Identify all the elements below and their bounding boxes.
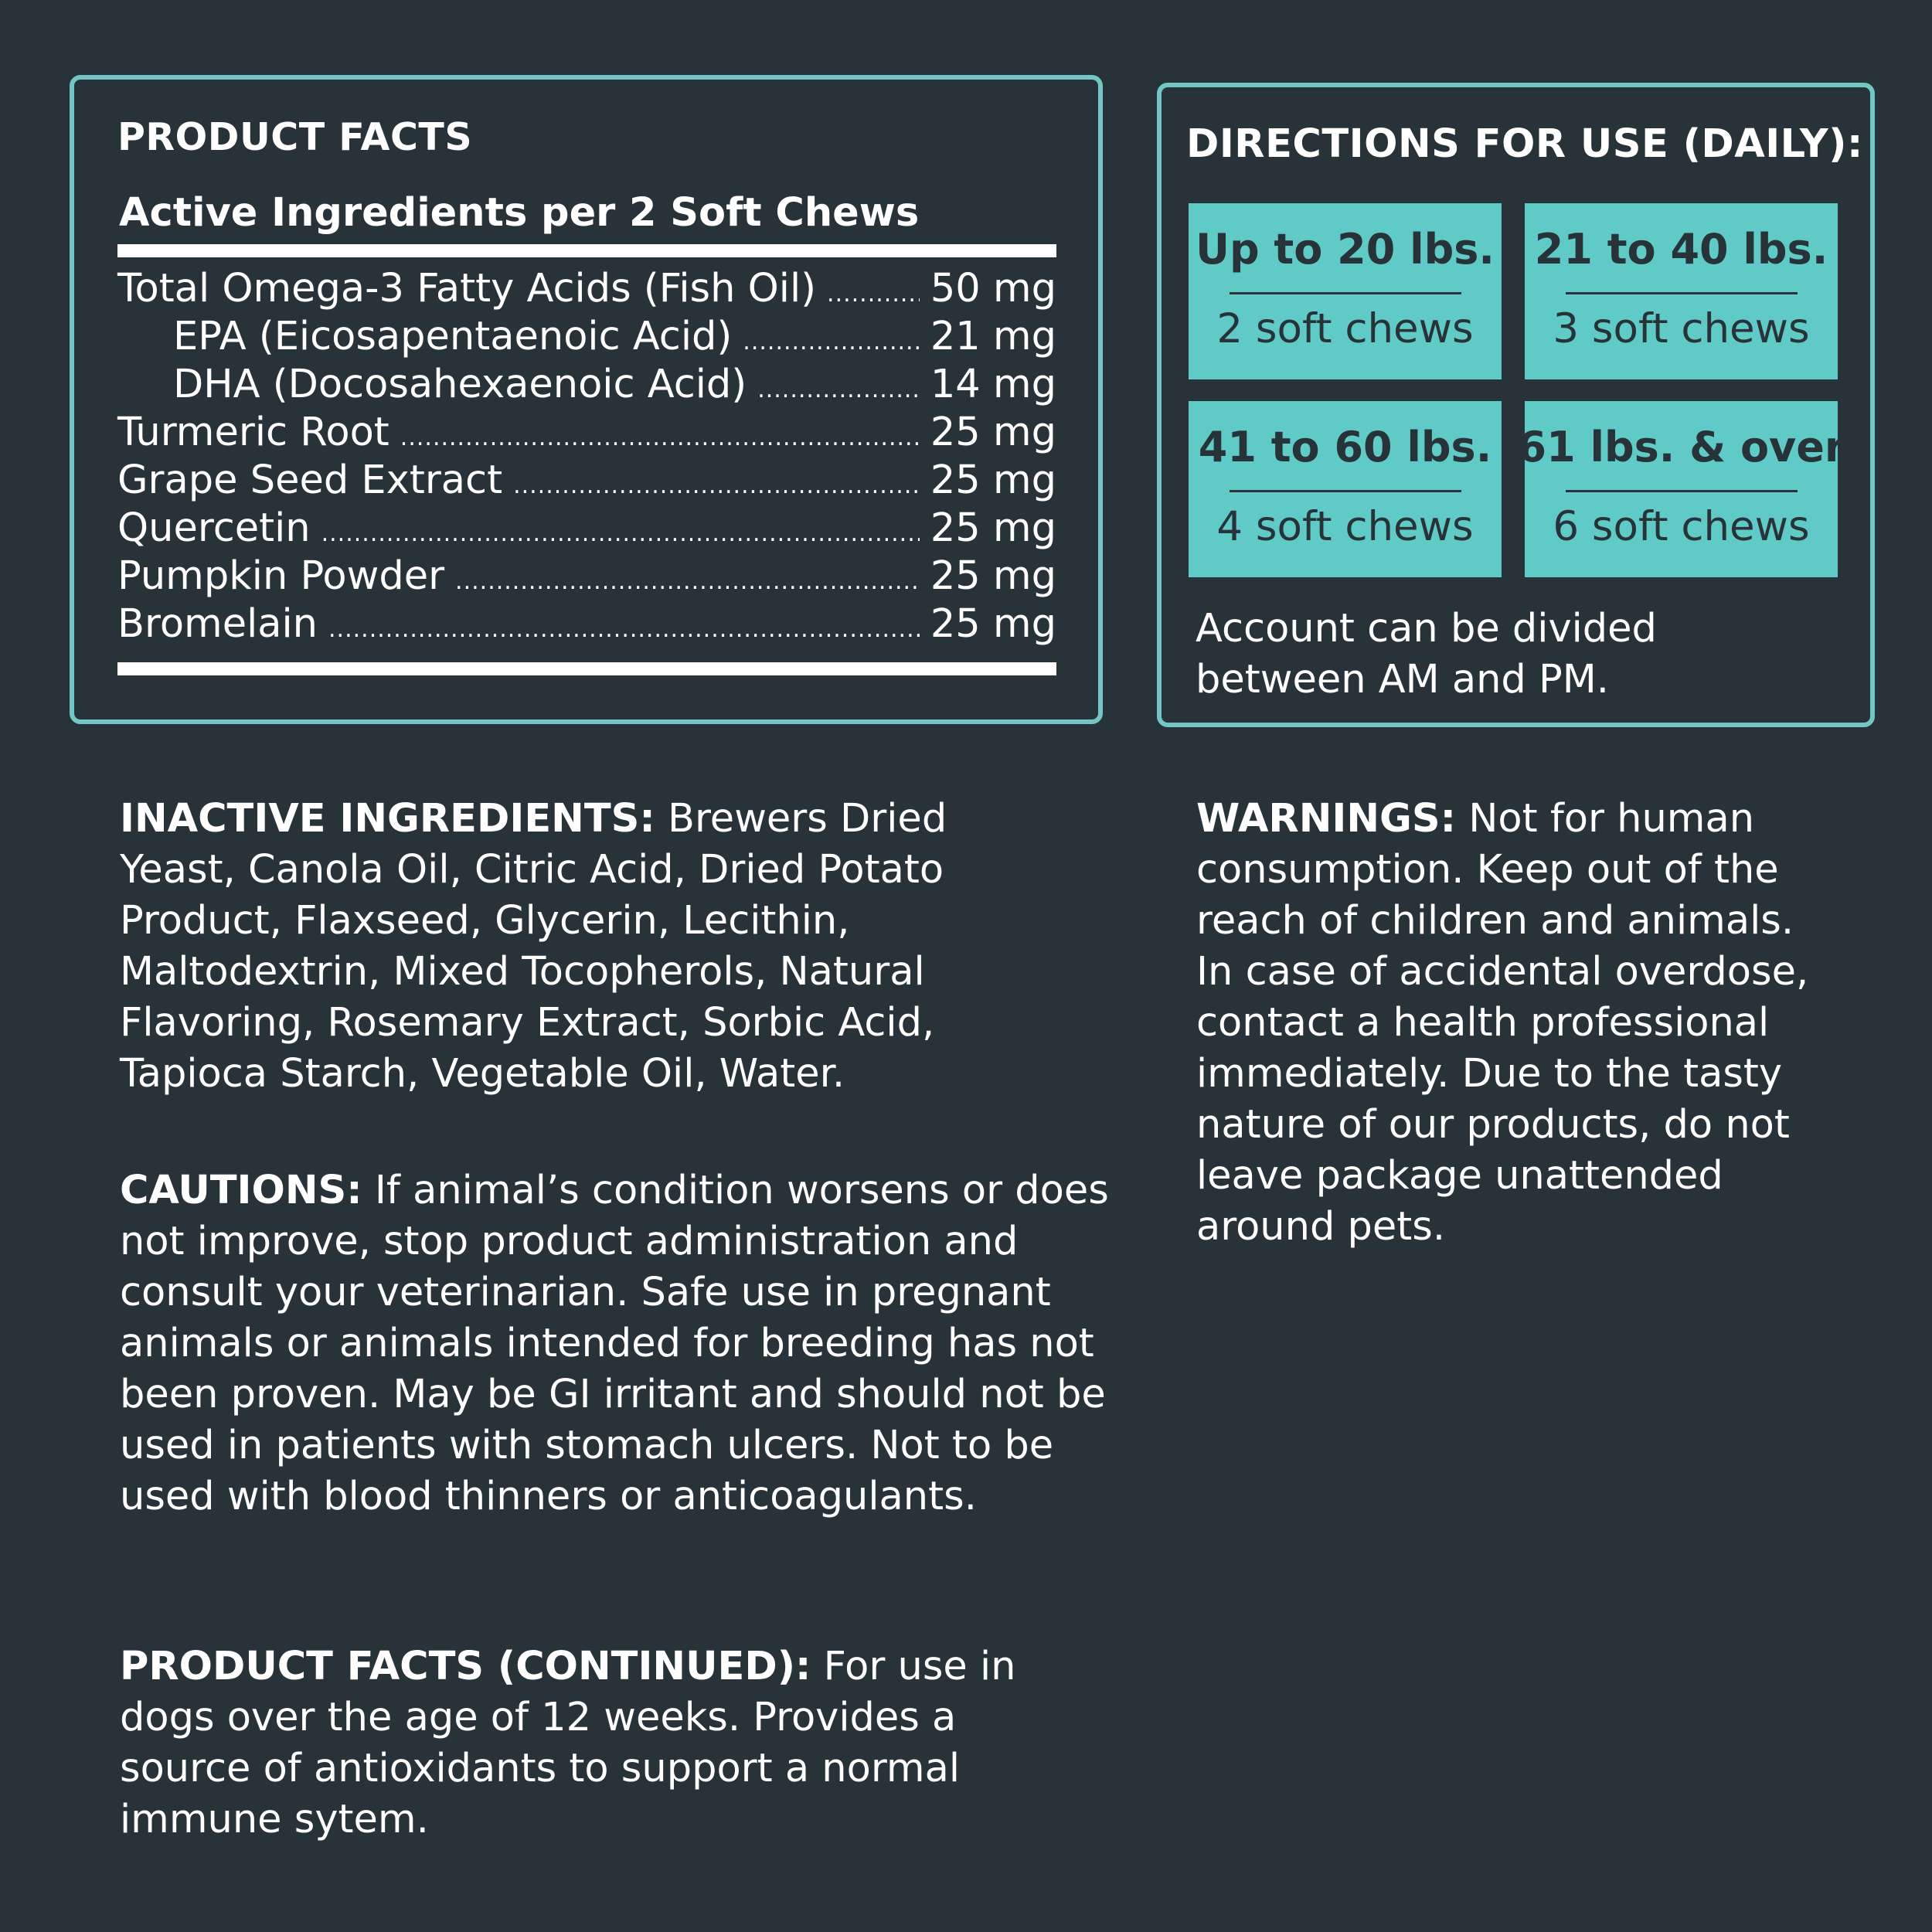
- dot-leader: [757, 366, 920, 414]
- dot-leader: [827, 270, 920, 318]
- ingredient-list: [117, 265, 1056, 648]
- product-facts-continued-section: [120, 1641, 1047, 1845]
- dosage-divider: [1230, 490, 1461, 492]
- ingredient-name: Quercetin: [117, 505, 311, 551]
- dosage-card: [1525, 203, 1838, 379]
- inactive-ingredients-section: [120, 794, 1039, 1100]
- ingredient-amount: 14 mg: [930, 362, 1056, 407]
- ingredient-row: [117, 553, 1056, 600]
- dot-leader: [743, 318, 920, 366]
- ingredient-amount: 21 mg: [930, 314, 1056, 359]
- ingredient-name: Turmeric Root: [117, 410, 389, 455]
- ingredient-row: [117, 457, 1056, 505]
- dosage-card: [1189, 401, 1502, 577]
- ingredient-name: Total Omega-3 Fatty Acids (Fish Oil): [117, 266, 817, 311]
- ingredient-row: [117, 505, 1056, 553]
- cautions-section: [120, 1165, 1117, 1522]
- ingredient-row: [117, 600, 1056, 648]
- warnings-section: [1196, 794, 1838, 1253]
- dot-leader: [328, 606, 920, 654]
- bottom-divider: [117, 662, 1056, 675]
- ingredient-name: EPA (Eicosapentaenoic Acid): [173, 314, 733, 359]
- directions-title: DIRECTIONS FOR USE (DAILY):: [1186, 121, 1863, 167]
- dosage-weight: 41 to 60 lbs.: [1198, 423, 1492, 471]
- directions-note: Account can be divided between AM and PM.: [1196, 606, 1657, 702]
- ingredient-amount: 25 mg: [930, 601, 1056, 647]
- dot-leader: [321, 510, 920, 558]
- inactive-ingredients-label: INACTIVE INGREDIENTS:: [120, 796, 655, 842]
- dosage-amount: 3 soft chews: [1553, 305, 1810, 352]
- warnings-text: Not for human consumption. Keep out of the reach of children and animals. In case of accidental overdose, contact a health professional immediately. Due to the tasty nature of our products, do not leave package unattended around pets.: [1196, 796, 1809, 1250]
- dot-leader: [513, 462, 920, 510]
- ingredient-row: [117, 361, 1056, 409]
- dosage-card: [1517, 401, 1845, 577]
- dosage-amount: 2 soft chews: [1216, 305, 1474, 352]
- dosage-divider: [1566, 490, 1798, 492]
- ingredient-row: [117, 265, 1056, 313]
- cautions-label: CAUTIONS:: [120, 1168, 362, 1213]
- dot-leader: [400, 414, 920, 462]
- cautions-text: If animal’s condition worsens or does not improve, stop product administration and consult your veterinarian. Safe use in pregnant animals or animals intended for breeding has not been proven. May be GI irritant and should not be used in patients with stomach ulcers. Not to be used with blood thinners or anticoagulants.: [120, 1168, 1109, 1519]
- active-ingredients-subtitle: Active Ingredients per 2 Soft Chews: [119, 190, 920, 236]
- ingredient-amount: 50 mg: [930, 266, 1056, 311]
- dosage-amount: 4 soft chews: [1216, 503, 1474, 550]
- dosage-divider: [1230, 292, 1461, 294]
- product-facts-continued-text: For use in dogs over the age of 12 weeks. Provides a source of antioxidants to support a normal immune sytem.: [120, 1644, 1016, 1842]
- ingredient-row: [117, 313, 1056, 361]
- ingredient-amount: 25 mg: [930, 457, 1056, 503]
- top-divider: [117, 244, 1056, 257]
- ingredient-amount: 25 mg: [930, 505, 1056, 551]
- dot-leader: [455, 558, 920, 606]
- dosage-grid: [1189, 203, 1845, 577]
- dosage-weight: 61 lbs. & over: [1517, 423, 1845, 471]
- ingredient-name: Bromelain: [117, 601, 318, 647]
- dosage-divider: [1566, 292, 1798, 294]
- dosage-weight: 21 to 40 lbs.: [1534, 225, 1828, 274]
- inactive-ingredients-text: Brewers Dried Yeast, Canola Oil, Citric Acid, Dried Potato Product, Flaxseed, Glycerin, Lecithin, Maltodextrin, Mixed Tocopherols, Natural Flavoring, Rosemary Extract, Sorbic Acid, Tapioca Starch, Vegetable Oil, Water.: [120, 796, 947, 1097]
- ingredient-row: [117, 409, 1056, 457]
- product-facts-title: PRODUCT FACTS: [117, 115, 473, 159]
- ingredient-name: DHA (Docosahexaenoic Acid): [173, 362, 747, 407]
- dosage-card: [1189, 203, 1502, 379]
- ingredient-name: Grape Seed Extract: [117, 457, 503, 503]
- ingredient-name: Pumpkin Powder: [117, 553, 445, 599]
- ingredient-amount: 25 mg: [930, 553, 1056, 599]
- dosage-amount: 6 soft chews: [1553, 503, 1810, 550]
- dosage-weight: Up to 20 lbs.: [1196, 225, 1495, 274]
- directions-panel: [1157, 83, 1875, 727]
- product-facts-continued-label: PRODUCT FACTS (CONTINUED):: [120, 1644, 811, 1689]
- ingredient-amount: 25 mg: [930, 410, 1056, 455]
- product-facts-panel: [70, 75, 1103, 724]
- warnings-label: WARNINGS:: [1196, 796, 1457, 842]
